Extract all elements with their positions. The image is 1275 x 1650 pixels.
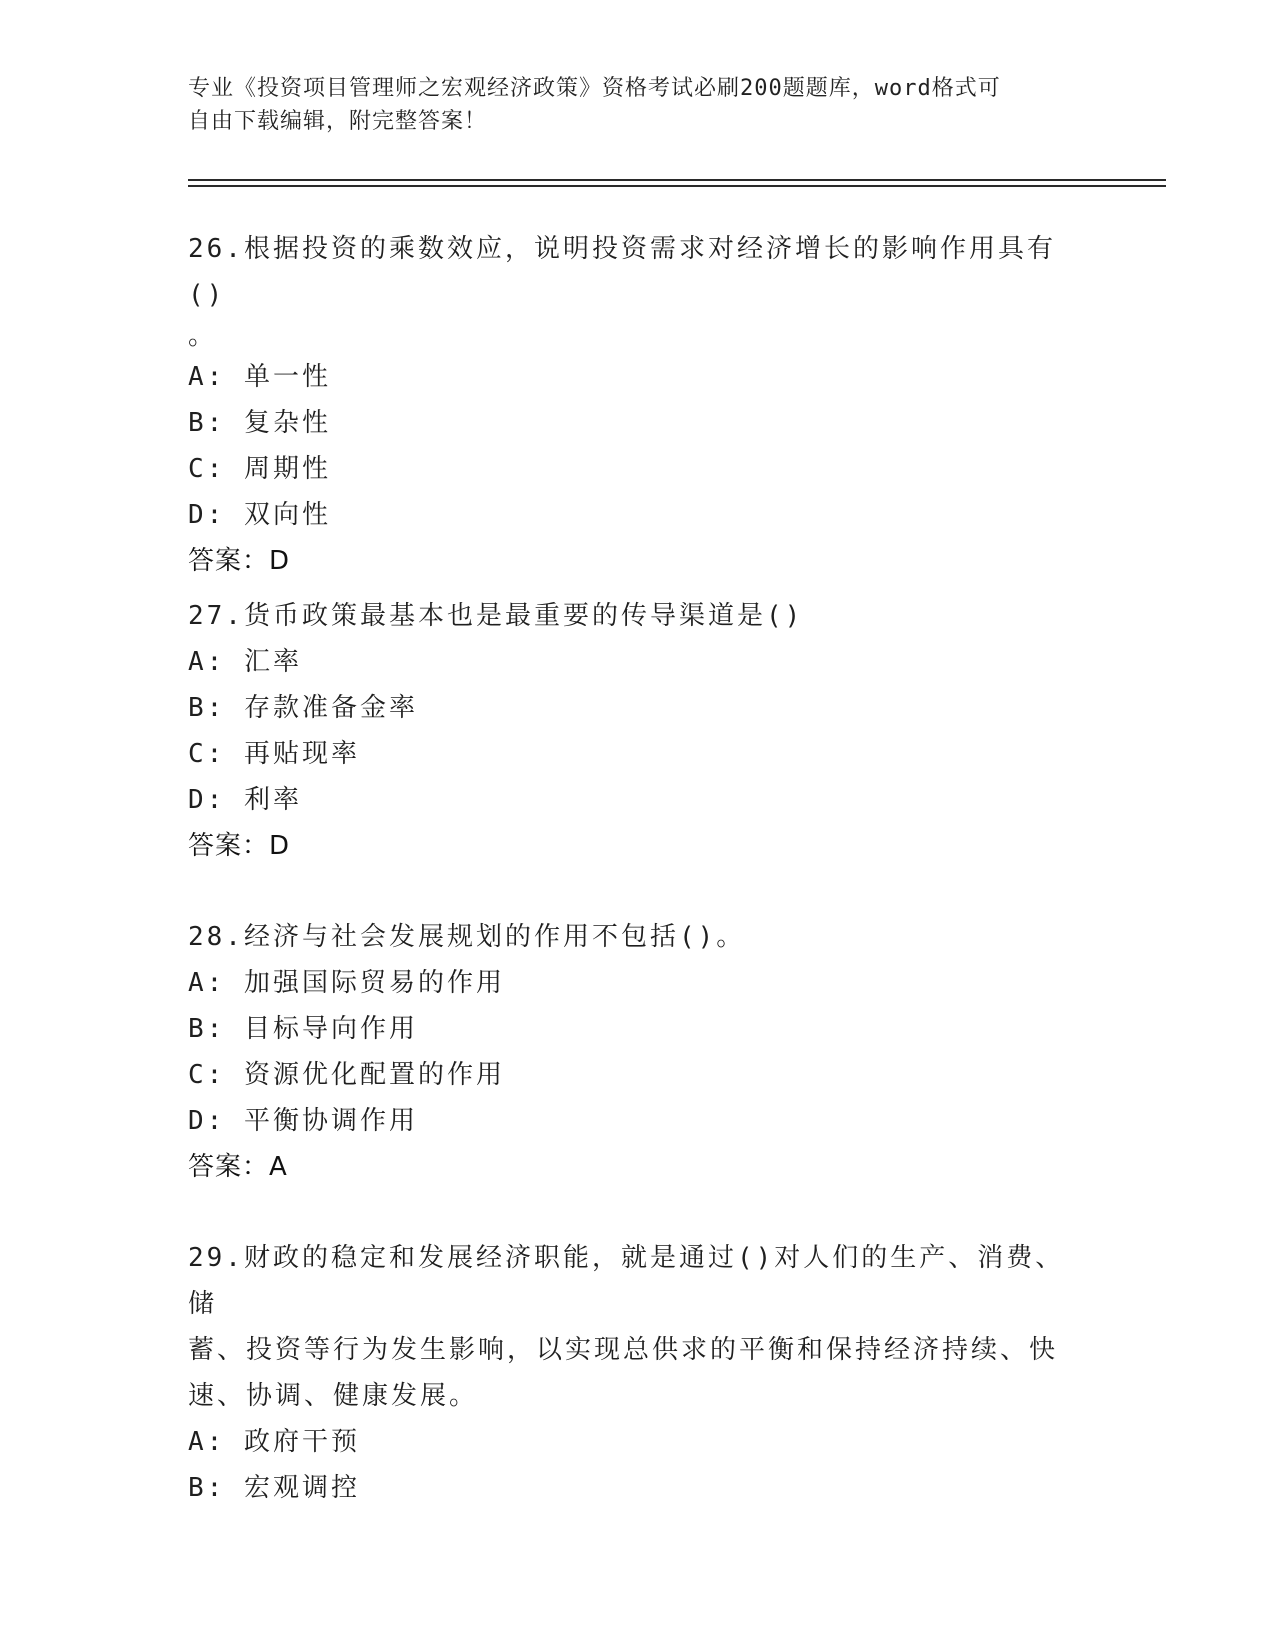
option-d: D: 平衡协调作用 — [188, 1106, 418, 1136]
option-c: C: 资源优化配置的作用 — [188, 1060, 505, 1090]
question-27 — [188, 593, 1088, 869]
option-d: D: 利率 — [188, 785, 302, 815]
option-a: A: 汇率 — [188, 647, 302, 677]
question-text-continued: 蓄、投资等行为发生影响，以实现总供求的平衡和保持经济持续、快 — [188, 1335, 1059, 1365]
question-26 — [188, 226, 1088, 584]
question-text-continued: 。 — [188, 321, 218, 351]
question-text-continued-2: 速、协调、健康发展。 — [188, 1381, 479, 1411]
option-b: B: 宏观调控 — [188, 1473, 360, 1503]
header-divider-bottom — [188, 185, 1166, 187]
question-28 — [188, 914, 1088, 1190]
option-b: B: 存款准备金率 — [188, 693, 418, 723]
answer: 答案：D — [188, 831, 291, 861]
option-a: A: 加强国际贸易的作用 — [188, 968, 505, 998]
answer: 答案：D — [188, 546, 291, 576]
header-line-1: 专业《投资项目管理师之宏观经济政策》资格考试必刷200题题库，word格式可 — [188, 76, 1001, 101]
option-c: C: 再贴现率 — [188, 739, 360, 769]
option-b: B: 复杂性 — [188, 408, 331, 438]
answer: 答案：A — [188, 1152, 288, 1182]
option-a: A: 政府干预 — [188, 1427, 360, 1457]
option-d: D: 双向性 — [188, 500, 331, 530]
option-a: A: 单一性 — [188, 362, 331, 392]
option-c: C: 周期性 — [188, 454, 331, 484]
option-b: B: 目标导向作用 — [188, 1014, 418, 1044]
question-text: 29.财政的稳定和发展经济职能，就是通过()对人们的生产、消费、储 — [188, 1243, 1065, 1319]
question-text: 28.经济与社会发展规划的作用不包括()。 — [188, 922, 746, 952]
header-divider-top — [188, 179, 1166, 181]
header-line-2: 自由下载编辑，附完整答案！ — [188, 109, 488, 134]
question-text: 26.根据投资的乘数效应，说明投资需求对经济增长的影响作用具有() — [188, 234, 1056, 310]
question-29 — [188, 1235, 1088, 1511]
question-text: 27.货币政策最基本也是最重要的传导渠道是() — [188, 601, 804, 631]
document-header — [188, 72, 1088, 138]
